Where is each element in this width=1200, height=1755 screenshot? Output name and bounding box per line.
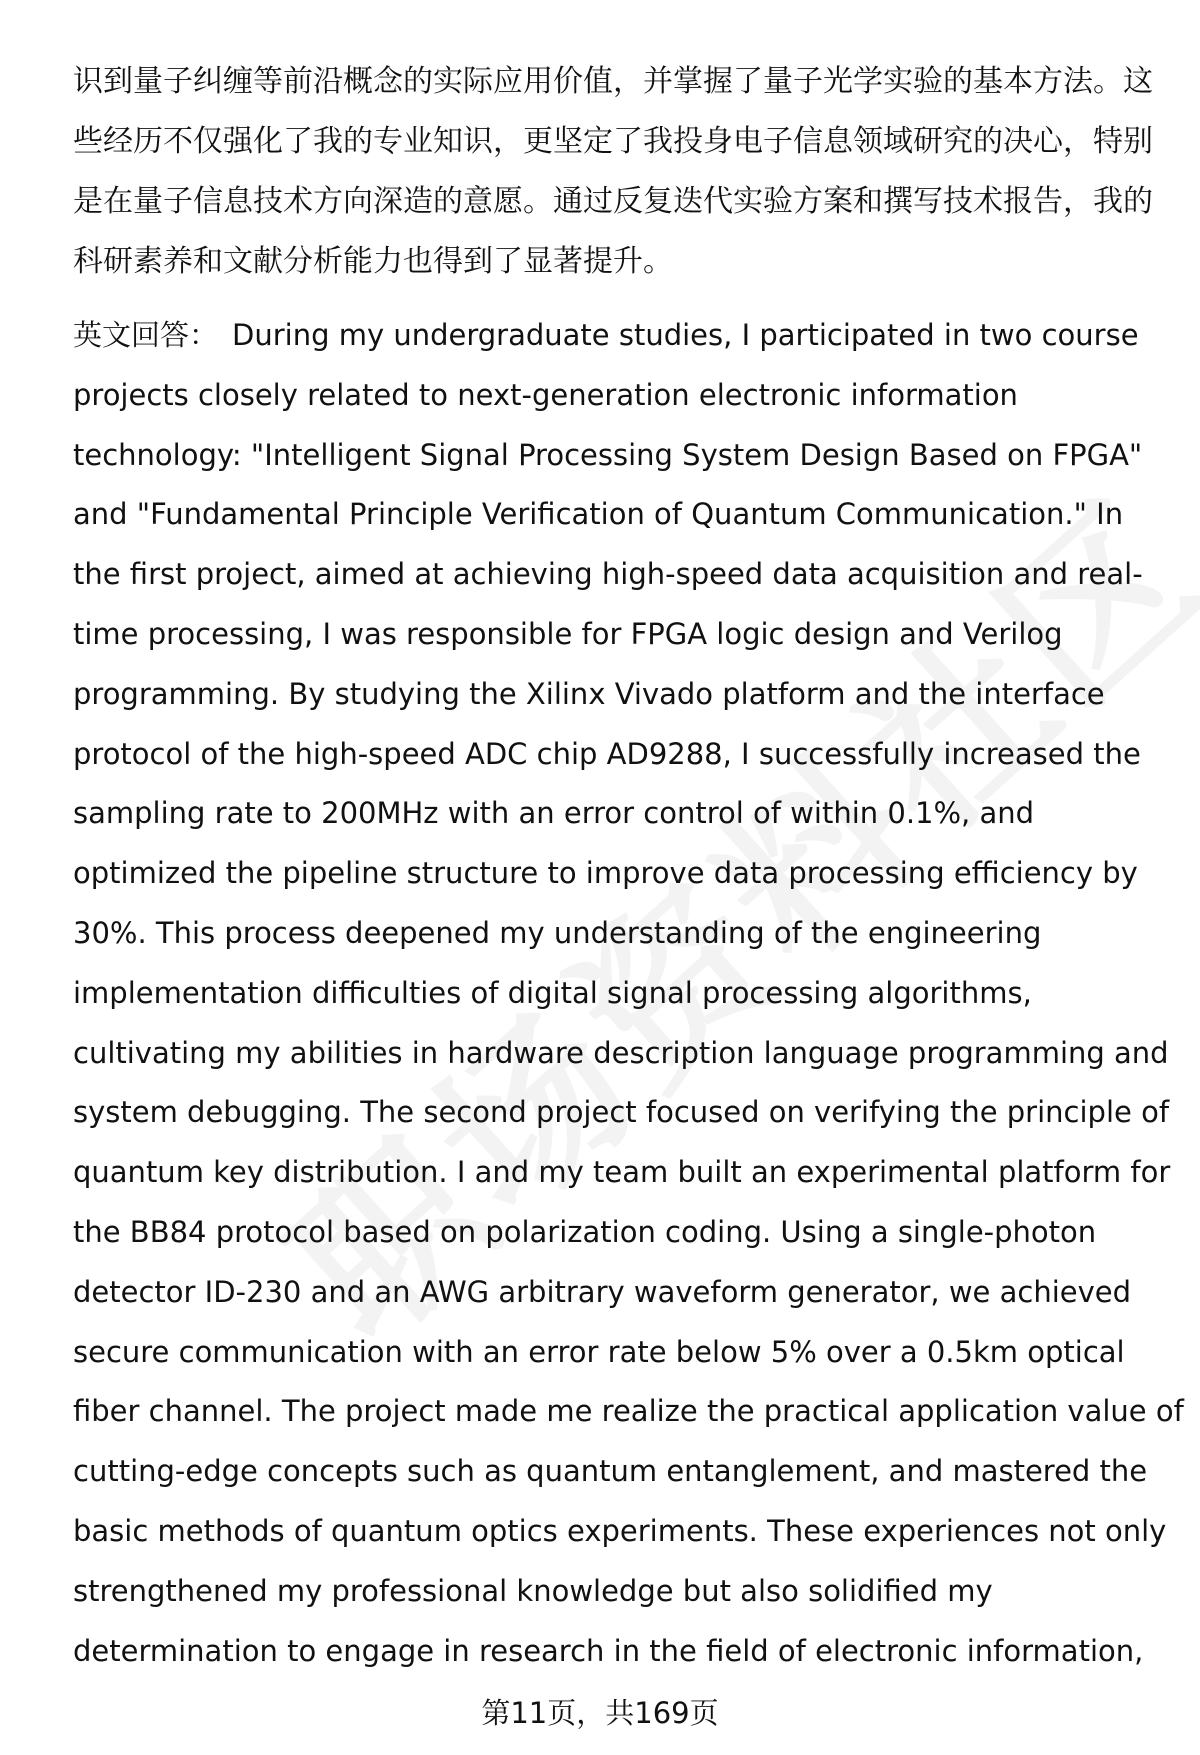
english-line: technology: "Intelligent Signal Processing System Design Based on FPGA"	[73, 437, 1143, 472]
chinese-line: 科研素养和文献分析能力也得到了显著提升。	[73, 244, 673, 279]
page-content	[73, 52, 1184, 1681]
english-line: the BB84 protocol based on polarization coding. Using a single-photon	[73, 1214, 1097, 1249]
english-line: projects closely related to next-generation electronic information	[73, 377, 1018, 412]
chinese-paragraph	[73, 52, 1153, 292]
english-line: basic methods of quantum optics experiments. These experiences not only	[73, 1513, 1167, 1548]
english-first-line	[73, 306, 1153, 366]
english-line: cultivating my abilities in hardware description language programming and	[73, 1035, 1169, 1070]
english-line: quantum key distribution. I and my team built an experimental platform for	[73, 1155, 1171, 1190]
english-line: the first project, aimed at achieving high-speed data acquisition and real-	[73, 557, 1143, 592]
english-first-line-text: During my undergraduate studies, I participated in two course	[232, 318, 1139, 352]
english-line: cutting-edge concepts such as quantum entanglement, and mastered the	[73, 1454, 1148, 1489]
english-line: detector ID-230 and an AWG arbitrary waveform generator, we achieved	[73, 1274, 1132, 1309]
english-line: fiber channel. The project made me realize the practical application value of	[73, 1394, 1184, 1429]
english-line: time processing, I was responsible for FPGA logic design and Verilog	[73, 616, 1063, 651]
english-line: 30%. This process deepened my understanding of the engineering	[73, 915, 1042, 950]
chinese-line: 识到量子纠缠等前沿概念的实际应用价值，并掌握了量子光学实验的基本方法。这	[73, 64, 1153, 99]
page-number-footer: 第11页，共169页	[481, 1696, 719, 1730]
english-answer-paragraph	[73, 306, 1184, 1681]
english-line: strengthened my professional knowledge but also solidified my	[73, 1573, 993, 1608]
english-line: secure communication with an error rate below 5% over a 0.5km optical	[73, 1334, 1125, 1369]
english-line: implementation difficulties of digital signal processing algorithms,	[73, 975, 1032, 1010]
chinese-line: 是在量子信息技术方向深造的意愿。通过反复迭代实验方案和撰写技术报告，我的	[73, 184, 1153, 219]
english-line: system debugging. The second project focused on verifying the principle of	[73, 1095, 1170, 1130]
english-line: programming. By studying the Xilinx Vivado platform and the interface	[73, 676, 1105, 711]
english-line: determination to engage in research in the field of electronic information,	[73, 1633, 1144, 1668]
english-answer-label: 英文回答：	[73, 318, 219, 352]
english-line: and "Fundamental Principle Verification of Quantum Communication." In	[73, 497, 1124, 532]
english-line: sampling rate to 200MHz with an error control of within 0.1%, and	[73, 796, 1035, 831]
chinese-line: 些经历不仅强化了我的专业知识，更坚定了我投身电子信息领域研究的决心，特别	[73, 124, 1153, 159]
english-line: protocol of the high-speed ADC chip AD9288, I successfully increased the	[73, 736, 1141, 771]
english-line: optimized the pipeline structure to improve data processing efficiency by	[73, 856, 1138, 891]
